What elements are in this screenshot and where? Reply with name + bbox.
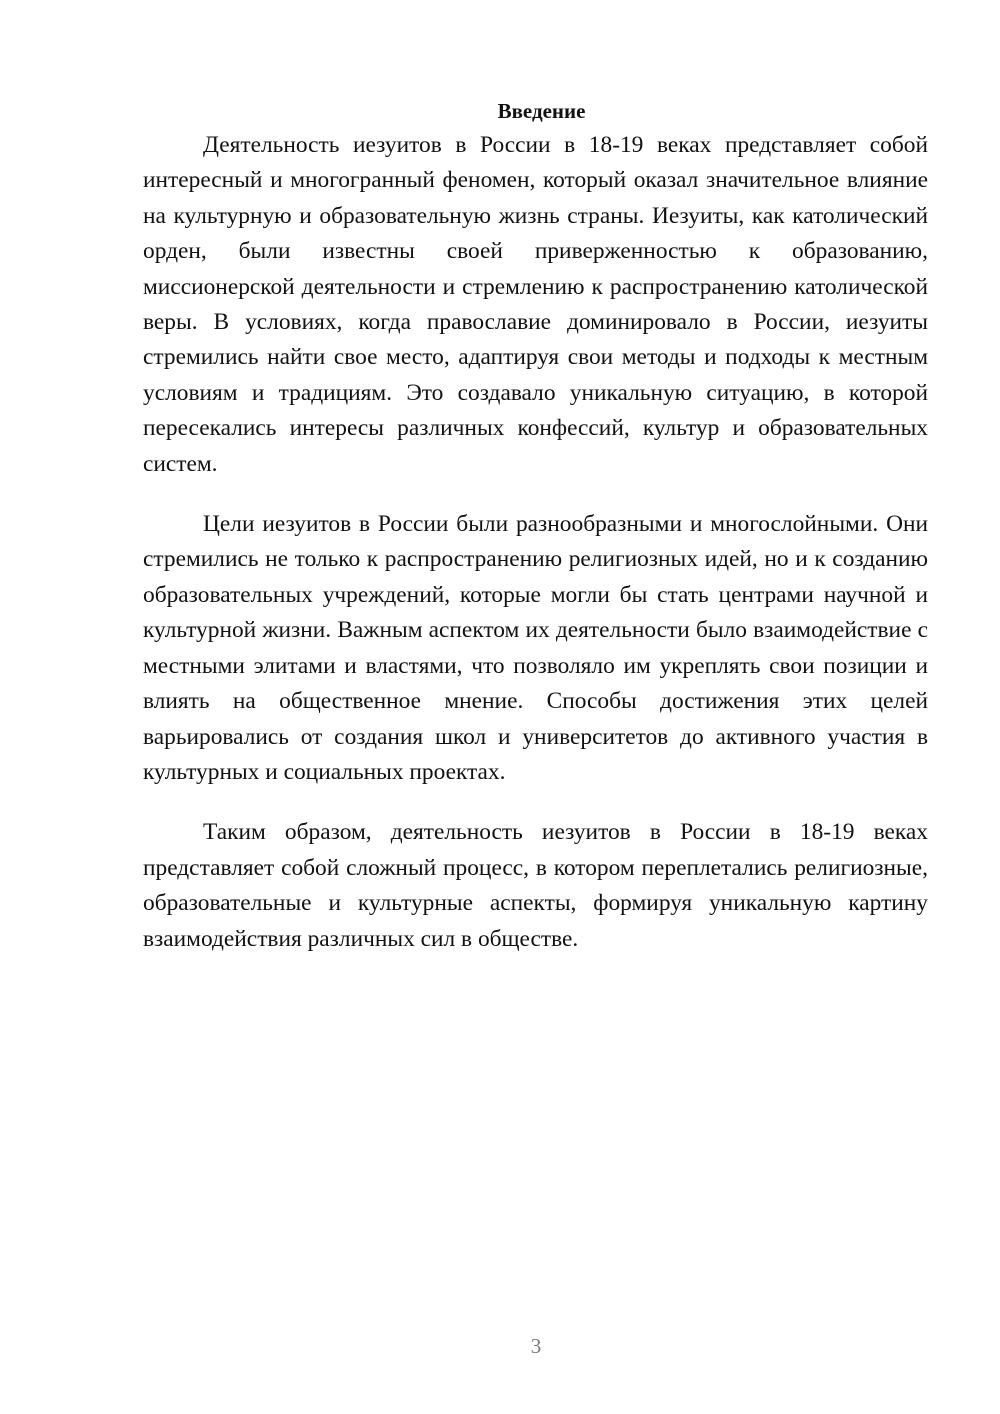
section-heading: Введение [497, 99, 586, 123]
page-number: 3 [530, 1334, 542, 1358]
paragraph-3: Таким образом, деятельность иезуитов в России в 18-19 веках представляет собой сложный процесс, в котором переплетались религиозные, образовательные и культурные аспекты, формируя уникальную картину взаимодействия различных сил в обществе. [143, 819, 928, 952]
page-content [143, 94, 928, 957]
paragraph-1: Деятельность иезуитов в России в 18-19 веках представляет собой интересный и многогранный феномен, который оказал значительное влияние на культурную и образовательную жизнь страны. Иезуиты, как католический орден, были известны своей приверженностью к образованию, миссионерской деятельности и стремлению к распространению католической веры. В условиях, когда православие доминировало в России, иезуиты стремились найти свое место, адаптируя свои методы и подходы к местным условиям и традициям. Это создавало уникальную ситуацию, в которой пересекались интересы различных конфессий, культур и образовательных систем. [143, 132, 928, 477]
paragraph-2: Цели иезуитов в России были разнообразными и многослойными. Они стремились не только к распространению религиозных идей, но и к созданию образовательных учреждений, которые могли бы стать центрами научной и культурной жизни. Важным аспектом их деятельности было взаимодействие с местными элитами и властями, что позволяло им укреплять свои позиции и влиять на общественное мнение. Способы достижения этих целей варьировались от создания школ и университетов до активного участия в культурных и социальных проектах. [143, 511, 928, 785]
